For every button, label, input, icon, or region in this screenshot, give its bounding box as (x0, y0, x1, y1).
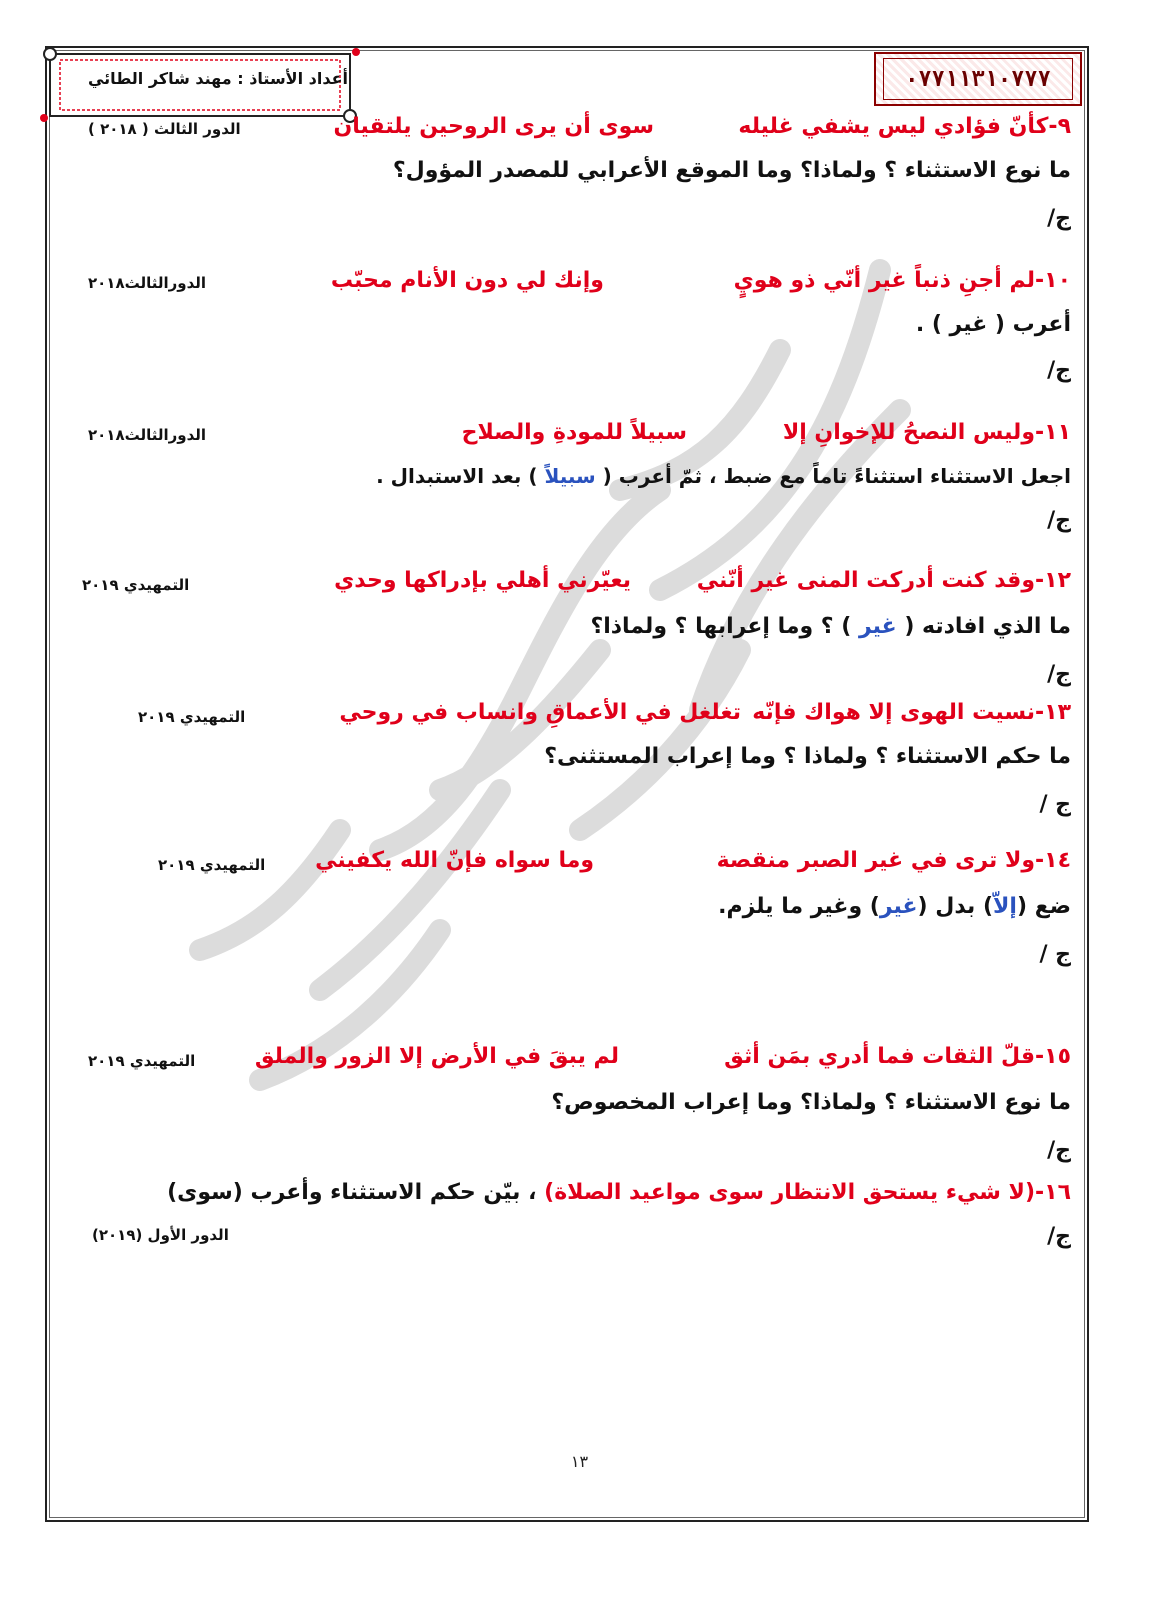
session-tag-15: التمهيدي ٢٠١٩ (88, 1052, 196, 1070)
question-10-number: ١٠- (1035, 268, 1071, 293)
question-14-prompt-mid: ) بدل ( (917, 894, 994, 919)
question-12-prompt-a: ما الذي افادته ( (904, 614, 1071, 639)
verse-14-a-text: ولا ترى في غير الصبر منقصة (716, 848, 1035, 873)
question-9-number: ٩- (1048, 114, 1071, 139)
verse-10-first (734, 268, 1071, 293)
question-14-prompt-a: ضع ( (1016, 894, 1071, 919)
question-13-number: ١٣- (1035, 700, 1071, 725)
verse-10-a-text: لم أجنِ ذنباً غير أنّي ذو هويٍ (733, 268, 1035, 293)
question-11-prompt-a: اجعل الاستثناء استثناءً تاماً مع ضبط ، ثمّ أعرب ( (602, 464, 1071, 488)
question-12-highlight: غير (858, 614, 897, 639)
verse-12-second: يعيّرني أهلي بإدراكها وحدي (334, 568, 631, 593)
author-banner (38, 46, 362, 124)
answer-14: ج / (1039, 942, 1071, 967)
answer-10: ج/ (1047, 358, 1071, 383)
verse-10-second: وإنك لي دون الأنام محبّب (330, 268, 604, 293)
author-name: أعداد الأستاذ : مهند شاكر الطائي (87, 69, 348, 88)
question-13-prompt: ما حكم الاستثناء ؟ ولماذا ؟ وما إعراب المستثنى؟ (544, 744, 1071, 769)
answer-9: ج/ (1047, 206, 1071, 231)
session-tag-10: الدورالثالث٢٠١٨ (88, 274, 207, 292)
phone-number-box-inner (883, 58, 1073, 100)
question-11-highlight: سبيلاً (544, 464, 596, 488)
question-12-number: ١٢- (1035, 568, 1071, 593)
verse-13-second: تغلغل في الأعماقِ وانساب في روحي (339, 700, 741, 725)
answer-15: ج/ (1047, 1138, 1071, 1163)
question-14-prompt-b: ) وغير ما يلزم. (718, 894, 880, 919)
session-tag-13: التمهيدي ٢٠١٩ (138, 708, 246, 726)
question-16-number: ١٦- (1035, 1180, 1071, 1205)
session-tag-14: التمهيدي ٢٠١٩ (158, 856, 266, 874)
question-14-highlight-1: إلاّ (993, 894, 1017, 919)
phone-number-box (874, 52, 1082, 106)
verse-11-second: سبيلاً للمودةِ والصلاح (461, 420, 687, 445)
verse-15-first (724, 1044, 1071, 1069)
verse-9-first (738, 114, 1071, 139)
question-11-number: ١١- (1035, 420, 1071, 445)
session-tag-12: التمهيدي ٢٠١٩ (82, 576, 190, 594)
question-12-prompt (590, 614, 1071, 639)
verse-15-a-text: قلّ الثقات فما أدري بمَن أثق (724, 1044, 1035, 1069)
question-16-quote: (لا شيء يستحق الانتظار سوى مواعيد الصلاة) (544, 1180, 1035, 1205)
question-9-prompt: ما نوع الاستثناء ؟ ولماذا؟ وما الموقع الأعرابي للمصدر المؤول؟ (392, 158, 1071, 183)
verse-14-second: وما سواه فإنّ الله يكفيني (315, 848, 594, 873)
phone-number: ٠٧٧١١٣١٠٧٧٧ (905, 66, 1051, 92)
question-11-prompt (376, 464, 1071, 488)
verse-13-first (752, 700, 1071, 725)
verse-11-a-text: وليس النصحُ للإخوانِ إلا (782, 420, 1035, 445)
question-16-statement (167, 1180, 1071, 1205)
verse-14-first (717, 848, 1071, 873)
question-14-prompt (718, 894, 1071, 919)
page-number: ١٣ (570, 1452, 589, 1471)
question-12-prompt-b: ) ؟ وما إعرابها ؟ ولماذا؟ (590, 614, 852, 639)
verse-11-first (783, 420, 1071, 445)
question-10-prompt: أعرب ( غير ) . (915, 312, 1071, 337)
question-16-instruction: ، بيّن حكم الاستثناء وأعرب (سوى) (167, 1180, 537, 1205)
question-11-prompt-b: ) بعد الاستبدال . (376, 464, 538, 488)
question-14-highlight-2: غير (879, 894, 918, 919)
question-15-prompt: ما نوع الاستثناء ؟ ولماذا؟ وما إعراب المخصوص؟ (551, 1090, 1071, 1115)
question-15-number: ١٥- (1035, 1044, 1071, 1069)
answer-12: ج/ (1047, 662, 1071, 687)
answer-16: ج/ (1047, 1224, 1071, 1249)
question-14-number: ١٤- (1035, 848, 1071, 873)
verse-15-second: لم يبقَ في الأرض إلا الزور والملق (254, 1044, 619, 1069)
verse-9-second: سوى أن يرى الروحين يلتقيان (333, 114, 654, 139)
answer-13: ج / (1039, 792, 1071, 817)
session-tag-9: الدور الثالث ( ٢٠١٨ ) (88, 120, 241, 138)
session-tag-11: الدورالثالث٢٠١٨ (88, 426, 207, 444)
verse-12-a-text: وقد كنت أدركت المنى غير أنّني (696, 568, 1035, 593)
verse-13-a-text: نسيت الهوى إلا هواك فإنّه (752, 700, 1035, 725)
answer-11: ج/ (1047, 508, 1071, 533)
verse-12-first (697, 568, 1071, 593)
verse-9-a-text: كأنّ فؤادي ليس يشفي غليله (738, 114, 1049, 139)
session-tag-16: الدور الأول (٢٠١٩) (92, 1226, 229, 1244)
